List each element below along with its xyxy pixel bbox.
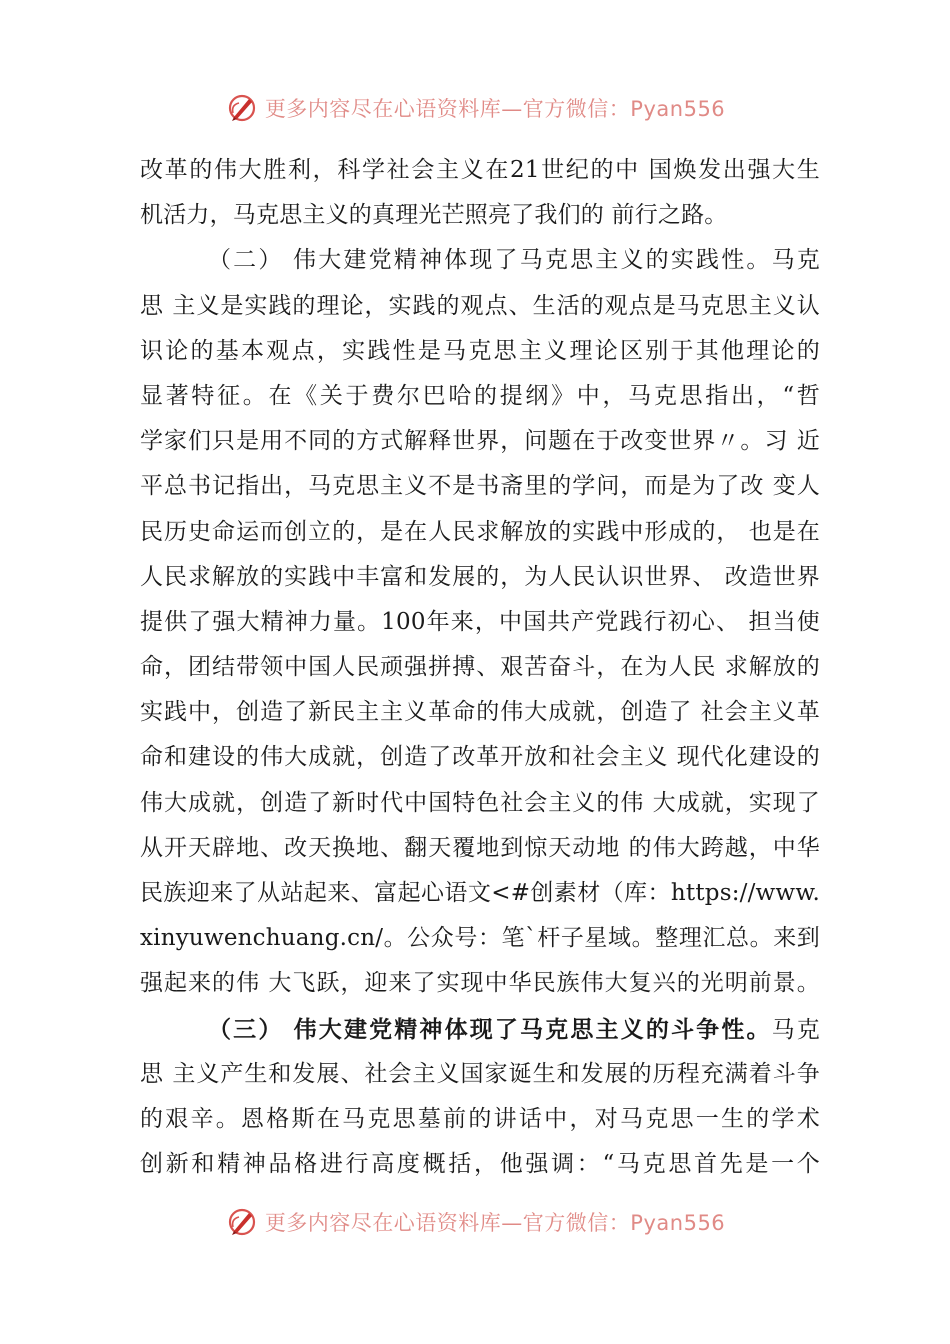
body-line: 创新和精神品格进行高度概括，他强调：“马克思首先是一个 [140, 1151, 820, 1178]
body-line: 伟大成就，创造了新时代中国特色社会主义的伟 大成就，实现了 [140, 789, 820, 816]
body-line: 提供了强大精神力量。100年来，中国共产党践行初心、 担当使 [140, 608, 820, 635]
footer-banner-text: 更多内容尽在心语资料库—官方微信：Pyan556 [264, 1211, 726, 1235]
body-line: 强起来的伟 大飞跃，迎来了实现中华民族伟大复兴的光明前景。 [140, 970, 820, 997]
body-line: 命和建设的伟大成就，创造了改革开放和社会主义 现代化建设的 [140, 744, 820, 771]
body-line: 机活力，马克思主义的真理光芒照亮了我们的 前行之路。 [140, 202, 728, 229]
pen-quill-logo-icon [225, 91, 259, 125]
section-3-heading-line [140, 1007, 820, 1052]
body-line: 命，团结带领中国人民顽强拼搏、艰苦奋斗，在为人民 求解放的 [140, 654, 820, 681]
body-line: 显著特征。在《关于费尔巴哈的提纲》中，马克思指出，“哲 [140, 382, 820, 409]
header-banner [0, 86, 950, 130]
section-3-heading-tail: 马克 [771, 1016, 820, 1043]
body-line: 思 主义产生和发展、社会主义国家诞生和发展的历程充满着斗争 [140, 1060, 820, 1087]
header-banner-text: 更多内容尽在心语资料库—官方微信：Pyan556 [264, 97, 726, 121]
pen-quill-logo-icon [225, 1205, 259, 1239]
body-line: 人民求解放的实践中丰富和发展的，为人民认识世界、 改造世界 [140, 563, 820, 590]
body-line: 民族迎来了从站起来、富起心语文<#创素材（库：https://www. [140, 880, 820, 906]
section-3-heading-bold: （三） 伟大建党精神体现了马克思主义的斗争性。 [208, 1015, 772, 1043]
section-2-heading-line: （二） 伟大建党精神体现了马克思主义的实践性。马克 [208, 247, 820, 274]
body-line: 改革的伟大胜利，科学社会主义在21世纪的中 国焕发出强大生 [140, 157, 820, 183]
body-line: xinyuwenchuang.cn/。公众号：笔`杆子星域。整理汇总。来到 [140, 925, 820, 952]
body-line: 学家们只是用不同的方式解释世界，问题在于改变世界〃。习 近 [140, 428, 820, 455]
body-line: 的艰辛。恩格斯在马克思墓前的讲话中，对马克思一生的学术 [140, 1105, 820, 1132]
document-body [140, 148, 820, 1187]
body-line: 民历史命运而创立的，是在人民求解放的实践中形成的， 也是在 [140, 518, 820, 545]
body-line: 从开天辟地、改天换地、翻天覆地到惊天动地 的伟大跨越，中华 [140, 834, 820, 861]
body-line: 思 主义是实践的理论，实践的观点、生活的观点是马克思主义认 [140, 292, 820, 319]
body-line: 识论的基本观点，实践性是马克思主义理论区别于其他理论的 [140, 337, 820, 364]
body-line: 平总书记指出，马克思主义不是书斋里的学问，而是为了改 变人 [140, 473, 820, 500]
footer-banner [0, 1200, 950, 1244]
body-line: 实践中，创造了新民主主义革命的伟大成就，创造了 社会主义革 [140, 699, 820, 726]
